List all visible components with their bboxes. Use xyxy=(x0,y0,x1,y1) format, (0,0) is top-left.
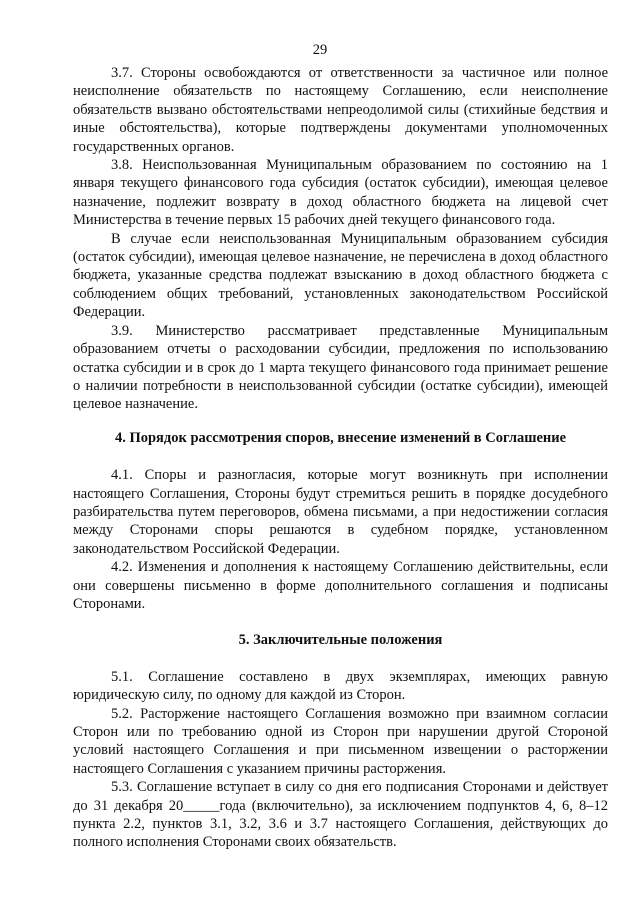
paragraph-3-7: 3.7. Стороны освобождаются от ответственности за частичное или полное неисполнение обязательств по настоящему Соглашению, если неисполнение обязательств вызвано обстоятельствами непреодолимой силы (стихийные бедствия и иные обстоятельства), которые подтверждены документами уполномоченных государственных органов. xyxy=(73,65,608,155)
section-5-heading: 5. Заключительные положения xyxy=(238,632,443,649)
paragraph-5-3: 5.3. Соглашение вступает в силу со дня его подписания Сторонами и действует до 31 декабря 20_____года (включительно), за исключением подпунктов 4, 6, 8–12 пункта 2.2, пунктов 3.1, 3.2, 3.6 и 3.7 настоящего Соглашения, действующих до полного исполнения Сторонами своих обязательств. xyxy=(73,779,608,851)
document-body xyxy=(73,64,608,852)
section-4-heading: 4. Порядок рассмотрения споров, внесение изменений в Соглашение xyxy=(114,429,567,446)
paragraph-4-1: 4.1. Споры и разногласия, которые могут возникнуть при исполнении настоящего Соглашения, Стороны будут стремиться решить в порядке досудебного разбирательства путем переговоров, обмена письмами, а при недостижении согласия между Сторонами споры решаются в судебном порядке, установленном законодательством Российской Федерации. xyxy=(73,467,608,557)
page-number: 29 xyxy=(312,42,328,58)
paragraph-3-8: 3.8. Неиспользованная Муниципальным образованием по состоянию на 1 января текущего финансового года субсидия (остаток субсидии), имеющая целевое назначение, подлежит возврату в доход областного бюджета на лицевой счет Министерства в течение первых 15 рабочих дней текущего финансового года. xyxy=(73,157,608,229)
paragraph-3-9: 3.9. Министерство рассматривает представленные Муниципальным образованием отчеты о расходовании субсидии, предложения по использованию остатка субсидии и в срок до 1 марта текущего финансового года принимает решение о наличии потребности в неиспользованной субсидии (остатке субсидии), имеющей целевое назначение. xyxy=(73,322,608,413)
paragraph-5-2: 5.2. Расторжение настоящего Соглашения возможно при взаимном согласии Сторон или по требованию одной из Сторон при нарушении другой Стороной условий настоящего Соглашения и при письменном извещении о расторжении настоящего Соглашения с указанием причины расторжения. xyxy=(73,705,608,777)
paragraph-4-2: 4.2. Изменения и дополнения к настоящему Соглашению действительны, если они совершены письменно в форме дополнительного соглашения и подписаны Сторонами. xyxy=(73,559,608,612)
paragraph-3-8-continued: В случае если неиспользованная Муниципальным образованием субсидия (остаток субсидии), имеющая целевое назначение, не перечислена в доход областного бюджета, указанные средства подлежат взысканию в доход областного бюджета с соблюдением общих требований, установленных законодательством Российской Федерации. xyxy=(73,230,608,321)
paragraph-5-1: 5.1. Соглашение составлено в двух экземплярах, имеющих равную юридическую силу, по одному для каждой из Сторон. xyxy=(73,668,608,704)
